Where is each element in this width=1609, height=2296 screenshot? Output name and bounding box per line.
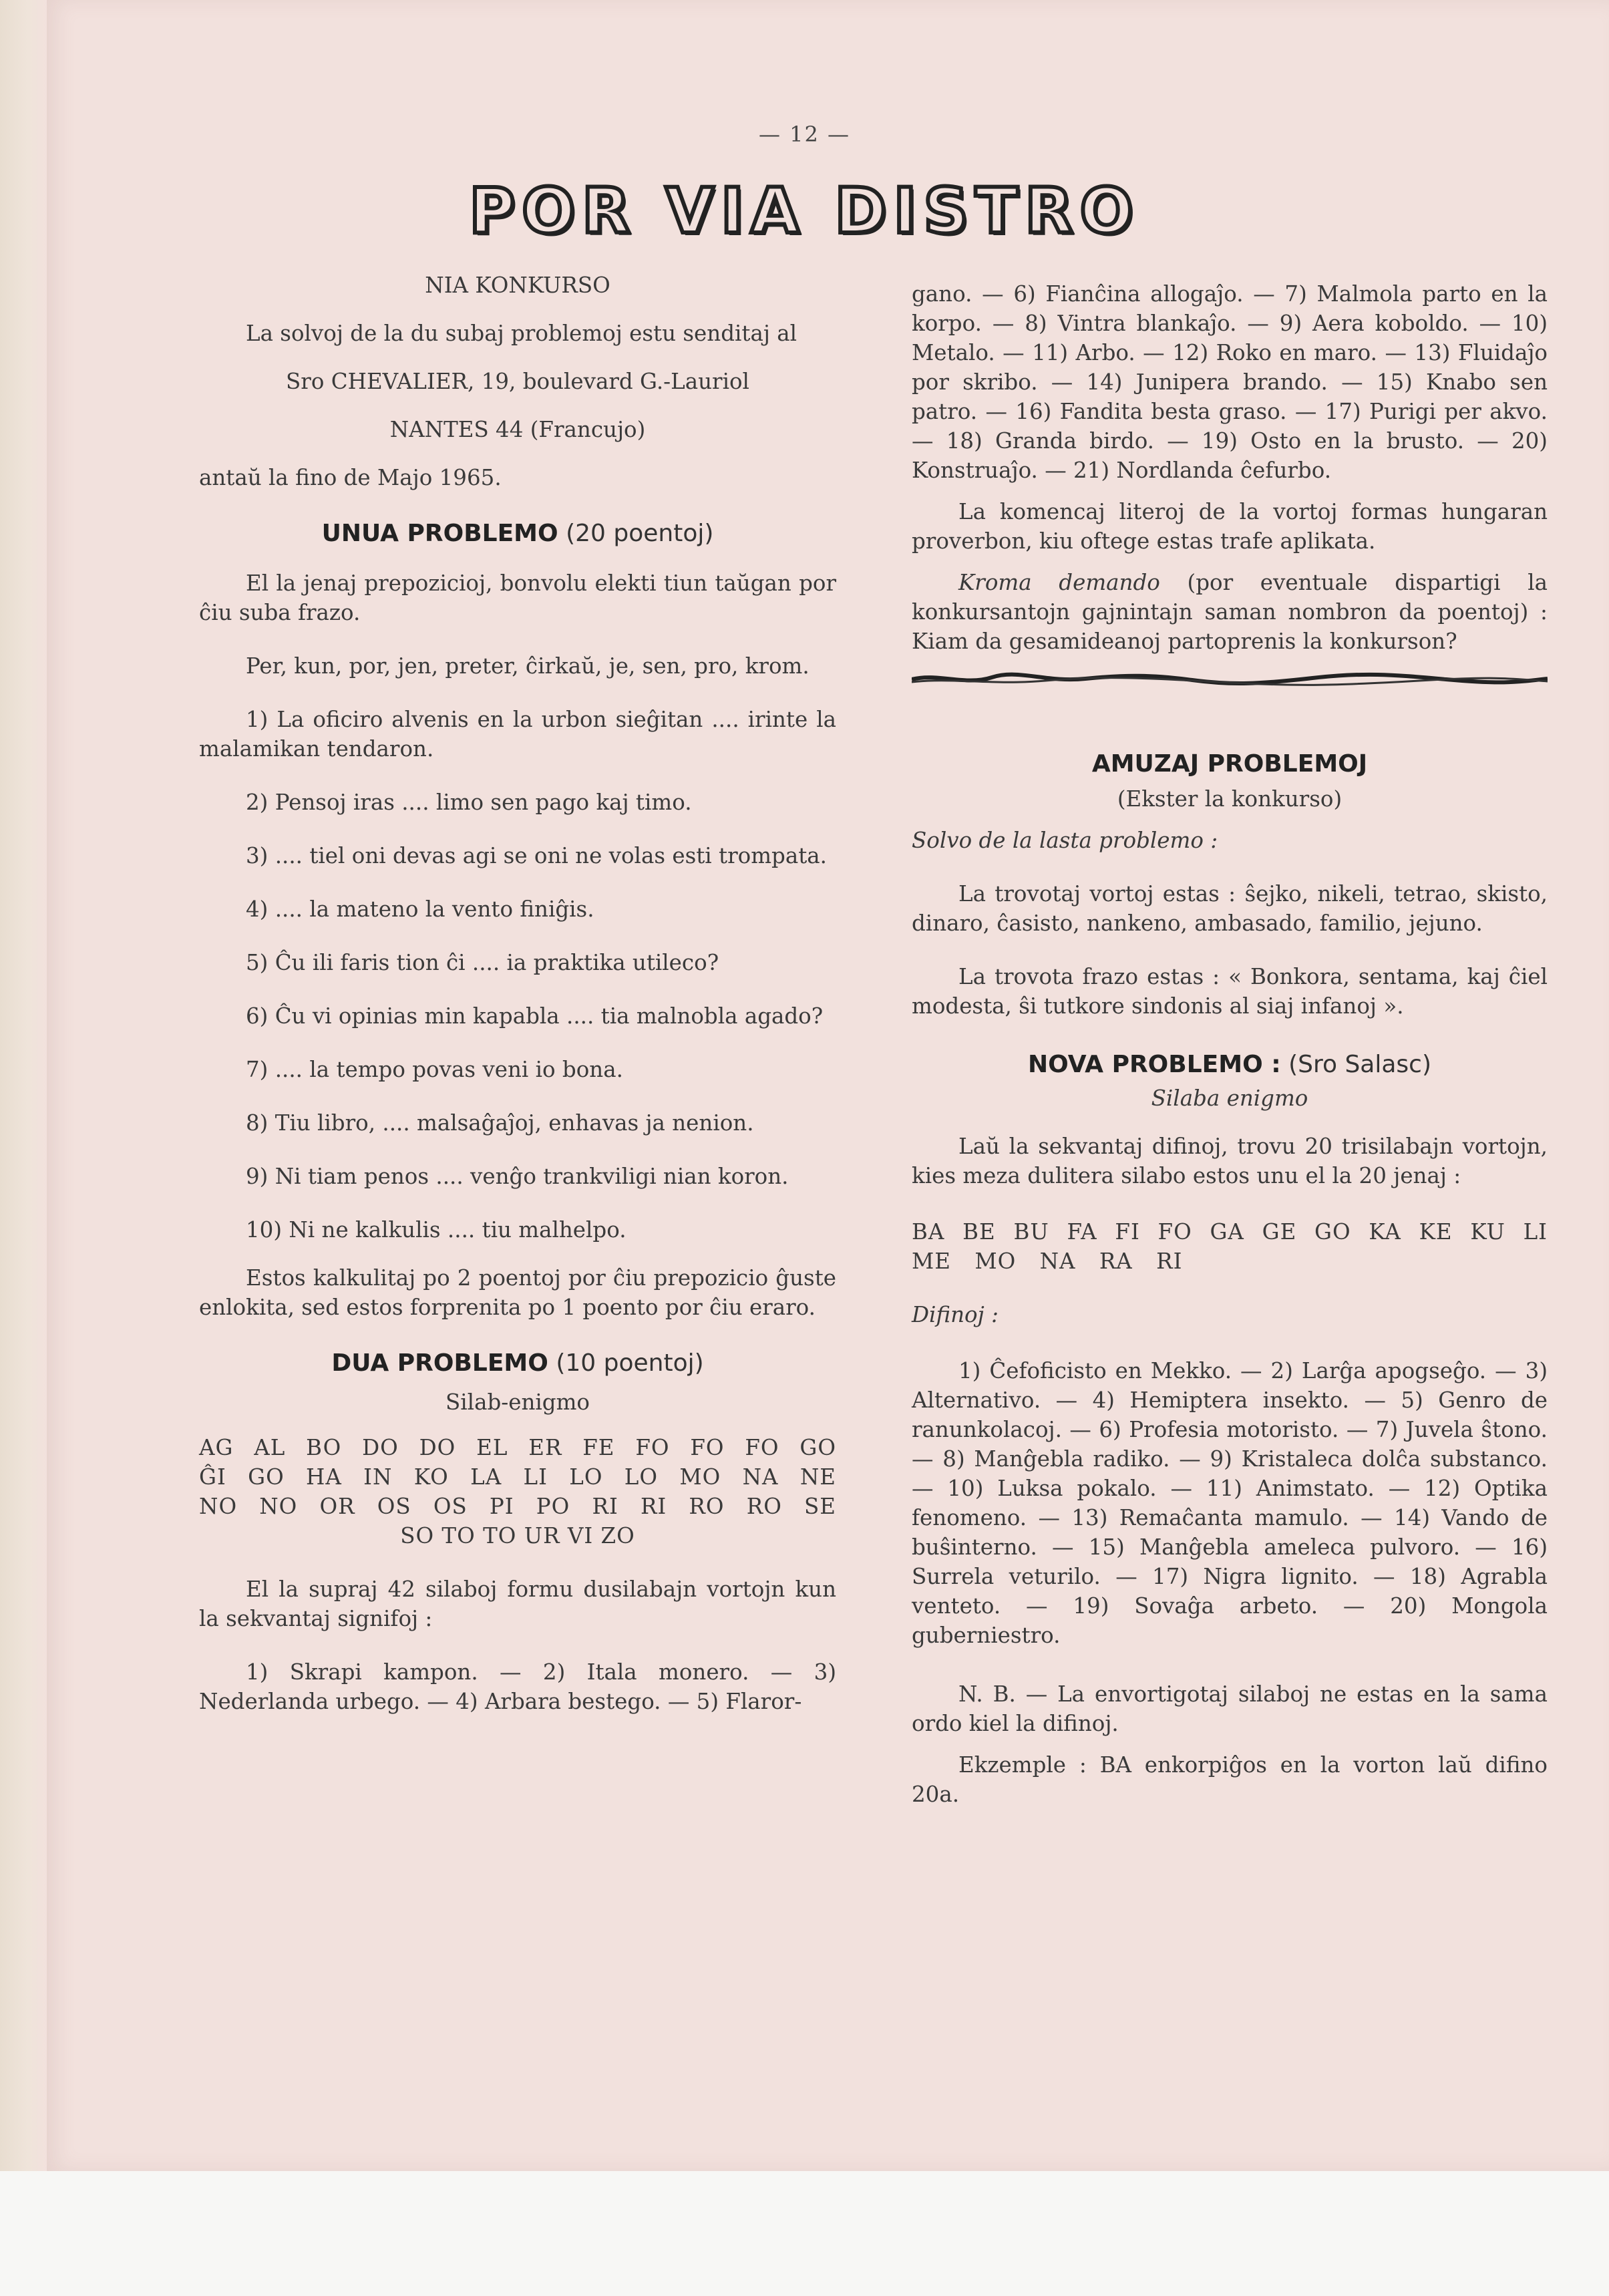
nota-bene: N. B. — La envortigotaj silaboj ne estas en la sama ordo kiel la difinoj. [912,1681,1548,1736]
syllable-grid [199,1433,836,1550]
amuzaj-title: AMUZAJ PROBLEMOJ [1091,750,1368,778]
solution-words: La trovotaj vortoj estas : ŝejko, nikeli, tetrao, skisto, dinaro, ĉasisto, nankeno, ambasado, familio, jejuno. [912,881,1548,936]
solution-sentence: La trovota frazo estas : « Bonkora, sentama, kaj ĉiel modesta, ŝi tutkore sindonis al siaj infanoj ». [912,964,1548,1019]
sentence-7: 7) .... la tempo povas veni io bona. [246,1057,623,1082]
nova-definitions: 1) Ĉefoficisto en Mekko. — 2) Larĝa apogseĝo. — 3) Alternativo. — 4) Hemiptera insekto. — 5) Genro de ranunkolacoj. — 6) Profesia motoristo. — 7) Juvela ŝtono. — 8) Manĝebla radiko. — 9) Kristaleca dolĉa substanco. — 10) Luksa pokalo. — 11) Animstato. — 12) Optika fenomeno. — 13) Remaĉanta mamulo. — 14) Vando de buŝinterno. — 15) Manĝebla ameleca pulvoro. — 16) Surrela veturilo. — 17) Nigra lignito. — 18) Agrabla venteto. — 19) Sovaĝa arbeto. — 20) Mongola guberniestro. [912,1358,1548,1648]
sentence-10: 10) Ni ne kalkulis .... tiu malhelpo. [246,1217,627,1243]
right-column [912,279,1548,1833]
sentence-2: 2) Pensoj iras .... limo sen pago kaj timo. [246,790,692,815]
amuzaj-subtitle: (Ekster la konkurso) [1117,786,1343,812]
sentence-8: 8) Tiu libro, .... malsaĝaĵoj, enhavas ja nenion. [246,1110,754,1136]
syllable-row: ME MO NA RA RI [912,1249,1183,1274]
extra-question-label: Kroma demando [958,570,1160,595]
extra-question-text: (por eventuale dispartigi la konkursantojn gajnintajn saman nombron da poentoj) : Kiam da gesamideanoj partoprenis la konkurson? [912,570,1548,654]
problem-1-instructions: El la jenaj prepozicioj, bonvolu elekti tiun taŭgan por ĉiu suba frazo. [199,570,836,625]
address-line-2: NANTES 44 (Francujo) [389,417,646,442]
page-number: — 12 — [758,122,851,147]
problem-2-heading [199,1349,836,1378]
solution-label: Solvo de la lasta problemo : [912,828,1218,853]
contest-intro: La solvoj de la du subaj problemoj estu senditaj al [246,321,797,346]
wavy-divider [912,669,1548,689]
sentence-4: 4) .... la mateno la vento finiĝis. [246,896,594,922]
extra-question [912,568,1548,656]
section-masthead: POR VIA DISTRO [469,175,1140,248]
sentence-5: 5) Ĉu ili faris tion ĉi .... ia praktika utileco? [246,950,719,975]
syllable-row: SO TO TO UR VI ZO [400,1523,635,1548]
left-column [199,271,836,1740]
definitions-label: Difinoj : [912,1302,999,1327]
problem-1-title: UNUA PROBLEMO [321,520,558,547]
deadline: antaŭ la fino de Majo 1965. [199,465,502,490]
problem-2-instructions: El la supraj 42 silaboj formu dusilabajn vortojn kun la sekvantaj signifoj : [199,1577,836,1631]
syllable-row: ĜI GO HA IN KO LA LI LO LO MO NA NE [199,1464,836,1490]
problem-1-points: (20 poentoj) [566,520,714,547]
sentence-1: 1) La oficiro alvenis en la urbon sieĝitan .... irinte la malamikan tendaron. [199,707,836,762]
sentence-3: 3) .... tiel oni devas agi se oni ne volas esti trompata. [246,843,827,868]
example: Ekzemple : BA enkorpiĝos en la vorton laŭ difino 20a. [912,1752,1548,1807]
sentence-6: 6) Ĉu vi opinias min kapabla .... tia malnobla agado? [246,1003,824,1029]
nova-syllable-grid [912,1217,1548,1276]
nova-instructions: Laŭ la sekvantaj difinoj, trovu 20 trisilabajn vortojn, kies meza dulitera silabo estos unu el la 20 jenaj : [912,1134,1548,1188]
syllable-row: AG AL BO DO DO EL ER FE FO FO FO GO [199,1435,836,1460]
amuzaj-heading [912,750,1548,779]
syllable-row: BA BE BU FA FI FO GA GE GO KA KE KU LI [912,1219,1548,1245]
problem-2-definitions-cont: gano. — 6) Fianĉina allogaĵo. — 7) Malmola parto en la korpo. — 8) Vintra blankaĵo. — 9) Aera koboldo. — 10) Metalo. — 11) Arbo. — 12) Roko en maro. — 13) Fluidaĵo por skribo. — 14) Junipera brando. — 15) Knabo sen patro. — 16) Fandita besta graso. — 17) Purigi per akvo. — 18) Granda birdo. — 19) Osto en la brusto. — 20) Konstruaĵo. — 21) Nordlanda ĉefurbo. [912,281,1548,483]
syllable-row: NO NO OR OS OS PI PO RI RI RO RO SE [199,1494,836,1519]
problem-1-scoring: Estos kalkulitaj po 2 poentoj por ĉiu prepozicio ĝuste enlokita, sed estos forprenita po 1 poento por ĉiu eraro. [199,1265,836,1320]
nova-subtitle: Silaba enigmo [1151,1086,1308,1111]
contest-title: NIA KONKURSO [425,273,610,298]
problem-2-subtitle: Silab-enigmo [445,1389,590,1415]
problem-1-heading [199,519,836,548]
nova-heading [912,1050,1548,1080]
problem-2-points: (10 poentoj) [556,1349,704,1377]
nova-author: (Sro Salasc) [1288,1051,1432,1078]
address-line-1: Sro CHEVALIER, 19, boulevard G.-Lauriol [286,369,749,394]
problem-2-title: DUA PROBLEMO [331,1349,548,1377]
sentence-9: 9) Ni tiam penos .... venĝo trankviligi nian koron. [246,1164,789,1189]
preposition-list: Per, kun, por, jen, preter, ĉirkaŭ, je, sen, pro, krom. [246,653,810,679]
proverb-note: La komencaj literoj de la vortoj formas hungaran proverbon, kiu oftege estas trafe aplikata. [912,499,1548,554]
page-binding-edge [0,0,47,2171]
problem-2-definitions: 1) Skrapi kampon. — 2) Itala monero. — 3) Nederlanda urbego. — 4) Arbara bestego. — 5) Flaror- [199,1659,836,1714]
nova-title: NOVA PROBLEMO : [1027,1051,1281,1078]
